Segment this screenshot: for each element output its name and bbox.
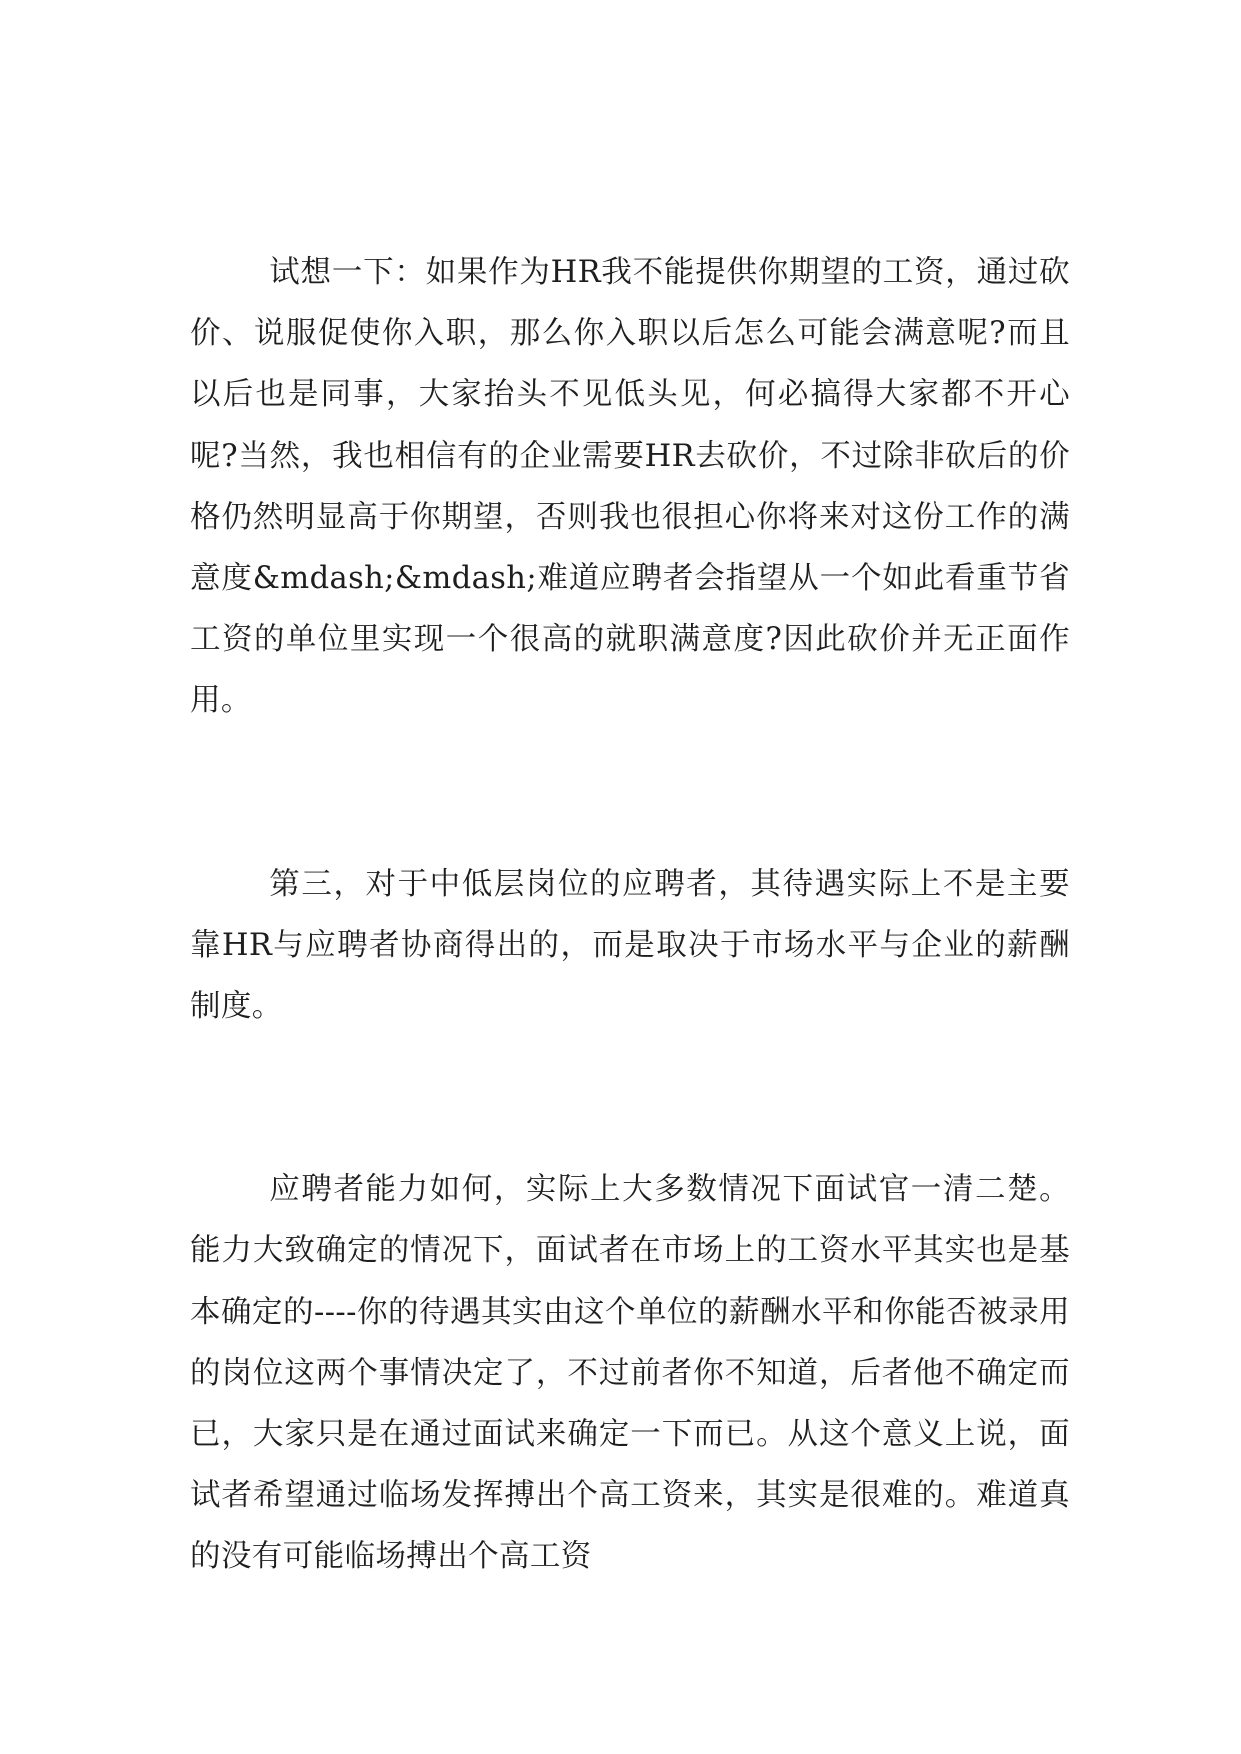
paragraph-spacer [190, 732, 1070, 854]
paragraph-3: 应聘者能力如何，实际上大多数情况下面试官一清二楚。能力大致确定的情况下，面试者在市场上的工资水平其实也是基本确定的----你的待遇其实由这个单位的薪酬水平和你能否被录用的岗位这两个事情决定了，不过前者你不知道，后者他不确定而已，大家只是在通过面试来确定一下而已。从这个意义上说，面试者希望通过临场发挥搏出个高工资来，其实是很难的。难道真的没有可能临场搏出个高工资 [190, 1172, 1070, 1575]
paragraph-spacer [190, 1037, 1070, 1159]
document-body [190, 242, 1070, 1588]
paragraph-1: 试想一下：如果作为HR我不能提供你期望的工资，通过砍价、说服促使你入职，那么你入职以后怎么可能会满意呢?而且以后也是同事，大家抬头不见低头见，何必搞得大家都不开心呢?当然，我也相信有的企业需要HR去砍价，不过除非砍后的价格仍然明显高于你期望，否则我也很担心你将来对这份工作的满意度&mdash;&mdash;难道应聘者会指望从一个如此看重节省工资的单位里实现一个很高的就职满意度?因此砍价并无正面作用。 [190, 255, 1070, 719]
paragraph-2: 第三，对于中低层岗位的应聘者，其待遇实际上不是主要靠HR与应聘者协商得出的，而是取决于市场水平与企业的薪酬制度。 [190, 866, 1070, 1025]
